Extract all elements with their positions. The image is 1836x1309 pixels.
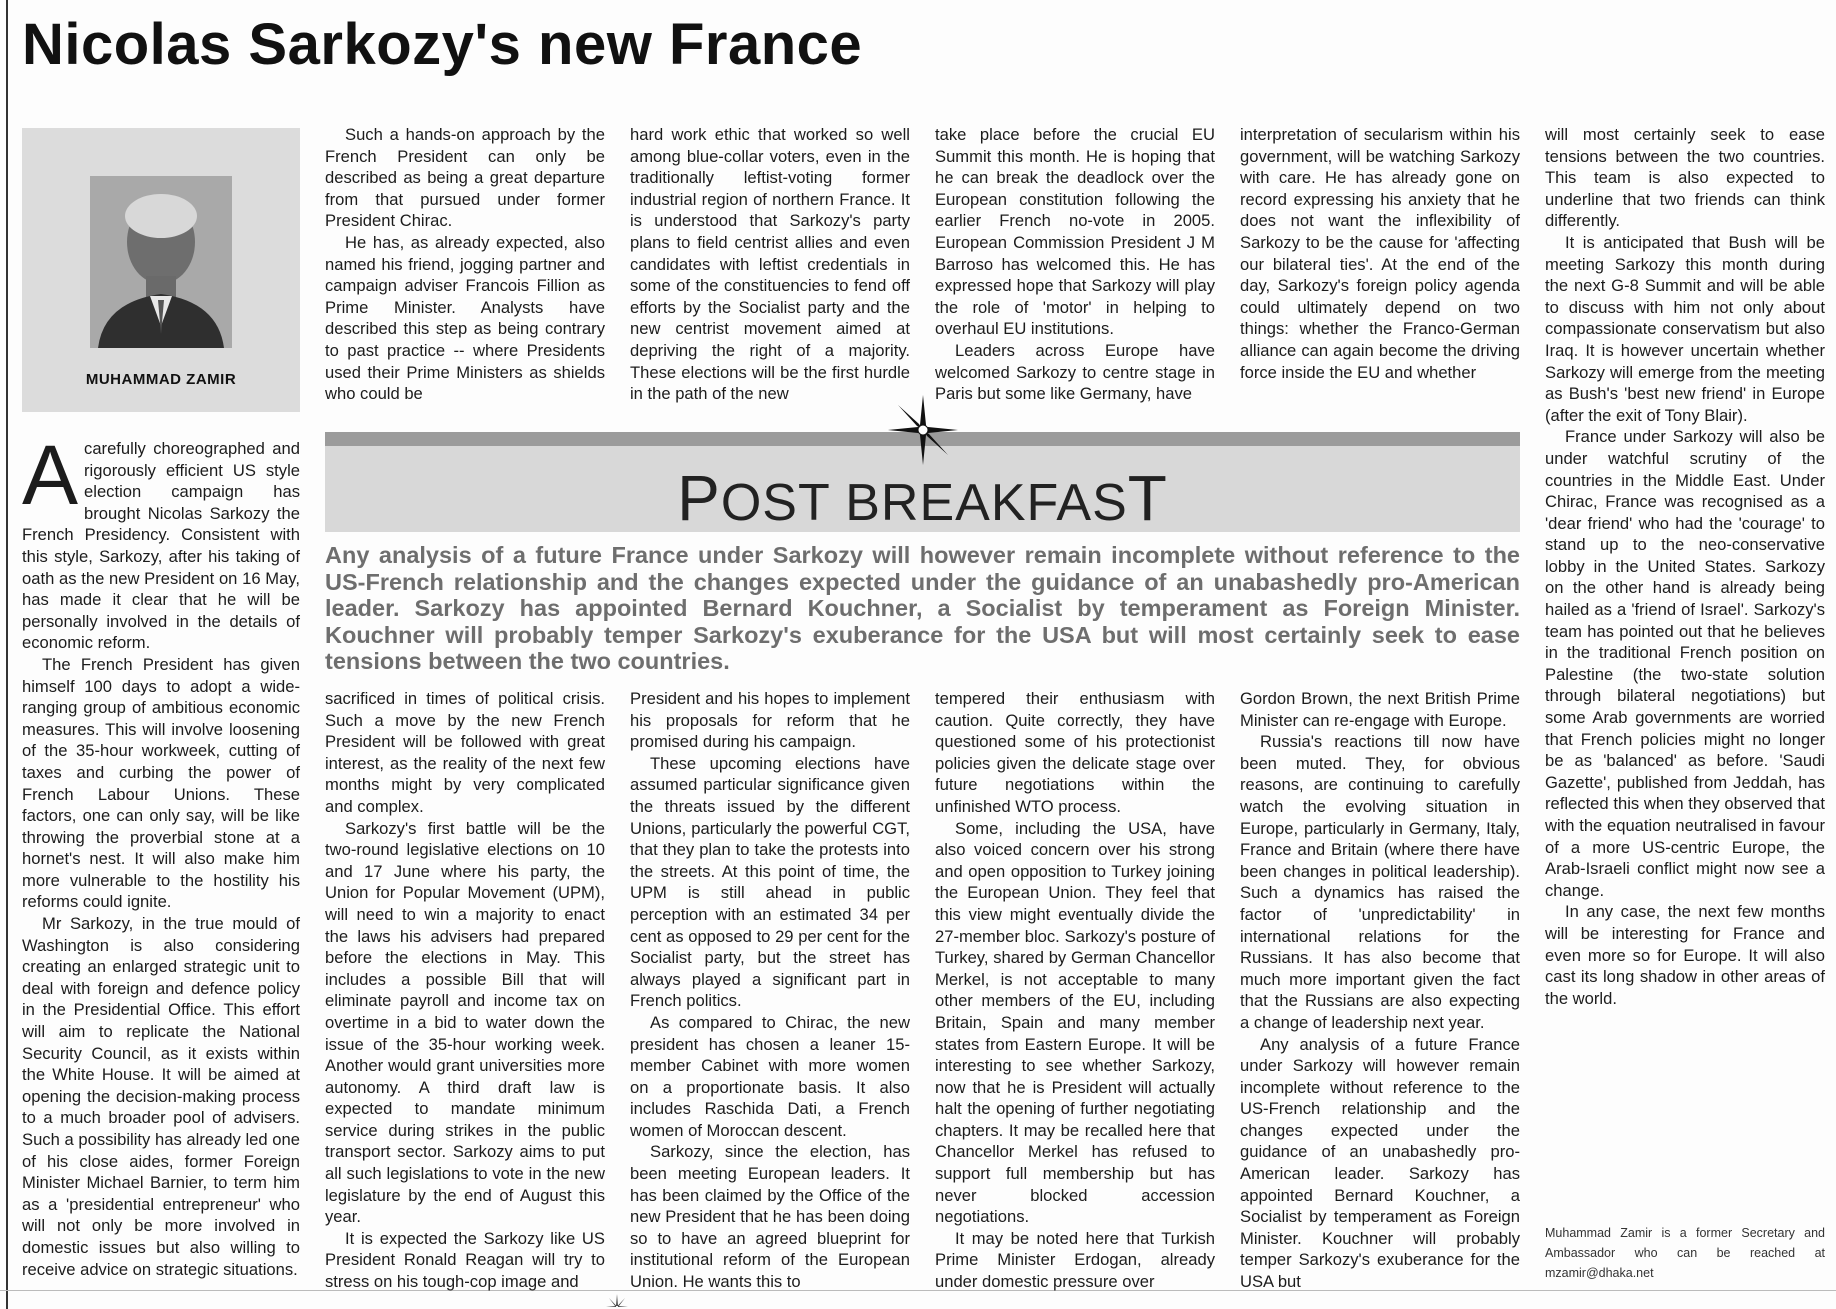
paragraph: Leaders across Europe have welcomed Sarkozy to centre stage in Paris but some like Germany, have: [935, 340, 1215, 404]
starburst-icon: [888, 395, 958, 465]
paragraph: Such a hands-on approach by the French President can only be described as being a great departure from that pursued under former President Chirac.: [325, 125, 605, 231]
column-3-bottom: [630, 688, 910, 1292]
paragraph: Any analysis of a future France under Sarkozy will however remain incomplete without reference to the US-French relationship and the changes expected under the guidance of an unabashedly pro-American leader. Sarkozy has appointed Bernard Kouchner, a Socialist by temperament as Foreign Minister. Kouchner will probably temper Sarkozy's exuberance for the USA but: [1240, 1034, 1520, 1292]
column-5-bottom: [1240, 688, 1520, 1292]
paragraph: sacrificed in times of political crisis. Such a move by the new French President will be followed with great interest, as the reality of the next few months might by very complicated and complex.: [325, 689, 605, 816]
article-headline: Nicolas Sarkozy's new France: [22, 12, 863, 77]
paragraph: take place before the crucial EU Summit this month. He is hoping that he can break the deadlock over the European constitution following the earlier French no-vote in 2005. European Commission President J M Barroso has welcomed this. He has expressed hope that Sarkozy will play the role of 'motor' in helping to overhaul EU institutions.: [935, 125, 1215, 339]
paragraph: hard work ethic that worked so well among blue-collar voters, even in the traditionally leftist-voting former industrial region of northern France. It is understood that Sarkozy's party plans to field centrist allies and even candidates with leftist credentials in some of the constituencies to fend off efforts by the Socialist party and the new centrist movement aimed at depriving the right of a majority. These elections will be the first hurdle in the path of the new: [630, 125, 910, 404]
author-bio: Muhammad Zamir is a former Secretary and Ambassador who can be reached at mzamir@dhaka.net: [1545, 1226, 1825, 1280]
column-3-top: [630, 124, 910, 406]
lead-paragraph: [22, 428, 300, 654]
paragraph: In any case, the next few months will be interesting for France and even more so for Europe. It will also cast its long shadow in other areas of the world.: [1545, 902, 1825, 1008]
paragraph: Mr Sarkozy, in the true mould of Washington is also considering creating an enlarged strategic unit to deal with foreign and defence policy in the Presidential Office. This effort will aim to replicate the National Security Council, as it exists within the White House. It will be aimed at opening the decision-making process to a much broader pool of advisers. Such a possibility has already led one of his close aides, former Foreign Minister Michael Barnier, to term him as a 'presidential entrepreneur' who will not only be more involved in domestic issues but also willing to receive advice on strategic situations.: [22, 914, 300, 1279]
author-byline: MUHAMMAD ZAMIR: [85, 371, 237, 388]
column-2-bottom: [325, 688, 605, 1292]
paragraph: Sarkozy's first battle will be the two-round legislative elections on 10 and 17 June where his party, the Union for Popular Movement (UPM), will need to win a majority to enact the laws his advisers had prepared before the elections in May. This includes a possible Bill that will eliminate payroll and income tax on overtime in a bid to water down the issue of the 35-hour working week. Another would grant universities more autonomy. A third draft law is expected to mandate minimum service during strikes in the public transport sector. Sarkozy aims to put all such legislations to vote in the new legislature by the end of August this year.: [325, 818, 605, 1227]
paragraph-text: carefully choreographed and rigorously efficient US style election campaign has brought Nicolas Sarkozy the French Presidency. Consistent with this style, Sarkozy, after his taking of oath as the new President on 16 May, has made it clear that he will be personally involved in the details of economic reform.: [22, 439, 300, 653]
paragraph: As compared to Chirac, the new president has chosen a leaner 15-member Cabinet with more women on a proportionate basis. It also includes Raschida Dati, a French women of Moroccan descent.: [630, 1012, 910, 1140]
paragraph: These upcoming elections have assumed particular significance given the threats issued by the different Unions, particularly the powerful CGT, that they plan to take the protests into the streets. At this point of time, the UPM is still ahead in public perception with an estimated 34 per cent as opposed to 29 per cent for the Socialist party, but the street has always played a significant part in French politics.: [630, 753, 910, 1011]
paragraph: It is anticipated that Bush will be meeting Sarkozy this month during the next G-8 Summit and will be able to discuss with him not only about compassionate conservatism but also Iraq. It is however uncertain whether Sarkozy will emerge from the meeting as Bush's 'best new friend' in Europe (after the exit of Tony Blair).: [1545, 232, 1825, 425]
pull-quote: Any analysis of a future France under Sarkozy will however remain incomplete without reference to the US-French relationship and the changes expected under the guidance of an unabashedly pro-American leader. Sarkozy has appointed Bernard Kouchner, a Socialist by temperament as Foreign Minister. Kouchner will probably temper Sarkozy's exuberance for the USA but will most certainly seek to ease tensions between the two countries.: [325, 542, 1520, 674]
author-photo: [90, 176, 232, 348]
column-2-top: [325, 124, 605, 406]
section-banner-title: POST BREAKFAST: [677, 462, 1168, 534]
column-5-top: [1240, 124, 1520, 406]
author-portrait-image: [90, 176, 232, 348]
paragraph: President and his hopes to implement his proposals for reform that he promised during his campaign.: [630, 689, 910, 752]
author-panel: [22, 128, 300, 412]
paragraph: tempered their enthusiasm with caution. Quite correctly, they have questioned some of his protectionist policies given the delicate stage over future negotiations within the unfinished WTO process.: [935, 689, 1215, 816]
column-1: [22, 428, 300, 1288]
paragraph: He has, as already expected, also named his friend, jogging partner and campaign adviser Francois Fillion as Prime Minister. Analysts have described this step as being contrary to past practice -- where Presidents used their Prime Ministers as shields who could be: [325, 232, 605, 404]
drop-cap: A: [22, 428, 79, 522]
paragraph: It may be noted here that Turkish Prime Minister Erdogan, already under domestic pressure over: [935, 1228, 1215, 1292]
paragraph: It is expected the Sarkozy like US President Ronald Reagan will try to stress on his tough-cop image and: [325, 1228, 605, 1292]
paragraph: will most certainly seek to ease tensions between the two countries. This team is also expected to underline that two friends can think differently.: [1545, 125, 1825, 231]
paragraph: interpretation of secularism within his government, will be watching Sarkozy with care. He has already gone on record expressing his anxiety that he does not want the inflexibility of Sarkozy to be the cause for 'affecting our bilateral ties'. At the end of the day, Sarkozy's foreign policy agenda could ultimately depend on two things: whether the Franco-German alliance can again become the driving force inside the EU and whether: [1240, 125, 1520, 382]
paragraph: Gordon Brown, the next British Prime Minister can re-engage with Europe.: [1240, 689, 1520, 730]
paragraph: The French President has given himself 100 days to adopt a wide-ranging group of ambitious economic measures. This will involve loosening of the 35-hour workweek, cutting of taxes and curbing the power of French Labour Unions. These factors, one can only say, will be like throwing the proverbial stone at a hornet's nest. It will also make him more vulnerable to the hostility his reforms could ignite.: [22, 654, 300, 912]
paragraph: Sarkozy, since the election, has been meeting European leaders. It has been claimed by the Office of the new President that he has been doing so to have an agreed blueprint for institutional reform of the European Union. He wants this to: [630, 1142, 910, 1292]
paragraph: Some, including the USA, have also voiced concern over his strong and open opposition to Turkey joining the European Union. They feel that this view might eventually divide the 27-member bloc. Sarkozy's posture of Turkey, shared by German Chancellor Merkel, is not acceptable to many other members of the EU, including Britain, Spain and many member states from Eastern Europe. It will be interesting to see whether Sarkozy, now that he is President will actually halt the opening of further negotiating chapters. It may be recalled here that Chancellor Merkel has refused to support full membership but has never blocked accession negotiations.: [935, 818, 1215, 1227]
footer-star-icon: [605, 1292, 629, 1309]
page-edge-line: [6, 0, 8, 1309]
paragraph: Russia's reactions till now have been muted. They, for obvious reasons, are continuing to carefully watch the evolving situation in Europe, particularly in Germany, Italy, France and Britain (where there have been changes in political leadership). Such a dynamics has raised the factor of 'unpredictability' in international relations for the Russians. It has also become that much more important given the fact that the Russians are also expecting a change of leadership next year.: [1240, 732, 1520, 1032]
paragraph: France under Sarkozy will also be under watchful scrutiny of the countries in the Middle East. Under Chirac, France was recognised as a 'dear friend' who had the 'courage' to stand up to the neo-conservative lobby in the United States. Sarkozy on the other hand is already being hailed as a 'friend of Israel'. Sarkozy's team has pointed out that he believes in the traditional French position on Palestine (the two-state solution through bilateral negotiations) but some Arab governments are worried that French policies might no longer be as 'balanced' as before. 'Saudi Gazette', published from Jeddah, has reflected this when they observed that with the equation neutralised in favour of a more US-centric Europe, the Arab-Israeli conflict might now see a change.: [1545, 427, 1825, 900]
column-4-top: [935, 124, 1215, 406]
column-6: [1545, 124, 1825, 1204]
page-bottom-rule: [0, 1290, 1836, 1291]
column-4-bottom: [935, 688, 1215, 1292]
